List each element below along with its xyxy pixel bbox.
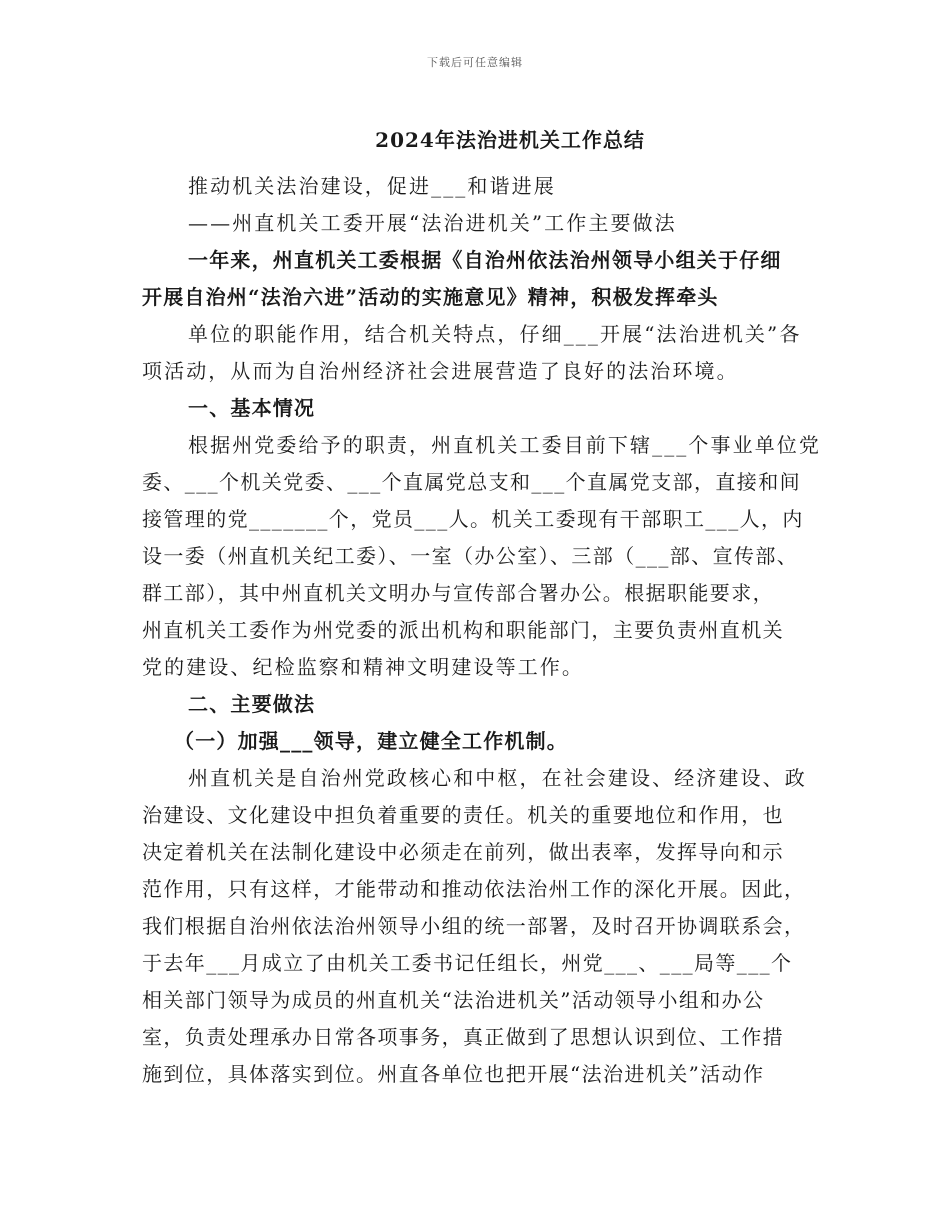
paragraph-line: 一、基本情况 — [188, 396, 316, 420]
paragraph-line: 二、主要做法 — [188, 692, 316, 716]
paragraph-line: 推动机关法治建设，促进___和谐进展 — [188, 174, 556, 198]
paragraph-line: 施到位，具体落实到位。州直各单位也把开展“法治进机关”活动作 — [142, 1062, 765, 1086]
paragraph-line: 室，负责处理承办日常各项事务，真正做到了思想认识到位、工作措 — [142, 1025, 784, 1049]
paragraph-line: 单位的职能作用，结合机关特点，仔细___开展“法治进机关”各 — [188, 322, 802, 346]
paragraph-line: （一）加强___领导，建立健全工作机制。 — [174, 729, 568, 753]
paragraph-line: 决定着机关在法制化建设中必须走在前列，做出表率，发挥导向和示 — [142, 840, 784, 864]
paragraph-line: 委、___个机关党委、___个直属党总支和___个直属党支部，直接和间 — [142, 470, 801, 494]
paragraph-line: 群工部），其中州直机关文明办与宣传部合署办公。根据职能要求， — [142, 581, 774, 605]
paragraph-line: 项活动，从而为自治州经济社会进展营造了良好的法治环境。 — [142, 359, 739, 383]
paragraph-line: 州直机关工委作为州党委的派出机构和职能部门，主要负责州直机关 — [142, 618, 784, 642]
document-body — [142, 168, 826, 1093]
paragraph-line: 相关部门领导为成员的州直机关“法治进机关”活动领导小组和办公 — [142, 988, 765, 1012]
paragraph-line: 设一委（州直机关纪工委）、一室（办公室）、三部（___部、宣传部、 — [142, 544, 799, 568]
paragraph-line: 开展自治州“法治六进”活动的实施意见》精神，积极发挥牵头 — [142, 285, 719, 309]
paragraph-line: ——州直机关工委开展“法治进机关”工作主要做法 — [188, 211, 677, 235]
page-title: 2024年法治进机关工作总结 — [375, 128, 645, 152]
paragraph-line: 根据州党委给予的职责，州直机关工委目前下辖___个事业单位党 — [188, 433, 821, 457]
paragraph-line: 范作用，只有这样，才能带动和推动依法治州工作的深化开展。因此， — [142, 877, 806, 901]
paragraph-line: 于去年___月成立了由机关工委书记任组长，州党___、___局等___个 — [142, 951, 793, 975]
paragraph-line: 治建设、文化建设中担负着重要的责任。机关的重要地位和作用，也 — [142, 803, 784, 827]
header-note: 下载后可任意编辑 — [427, 56, 523, 69]
paragraph-line: 我们根据自治州依法治州领导小组的统一部署，及时召开协调联系会， — [142, 914, 806, 938]
paragraph-line: 党的建设、纪检监察和精神文明建设等工作。 — [142, 655, 584, 679]
paragraph-line: 接管理的党_______个，党员___人。机关工委现有干部职工___人，内 — [142, 507, 804, 531]
paragraph-line: 州直机关是自治州党政核心和中枢，在社会建设、经济建设、政 — [188, 766, 807, 790]
paragraph-line: 一年来，州直机关工委根据《自治州依法治州领导小组关于仔细 — [188, 248, 782, 272]
